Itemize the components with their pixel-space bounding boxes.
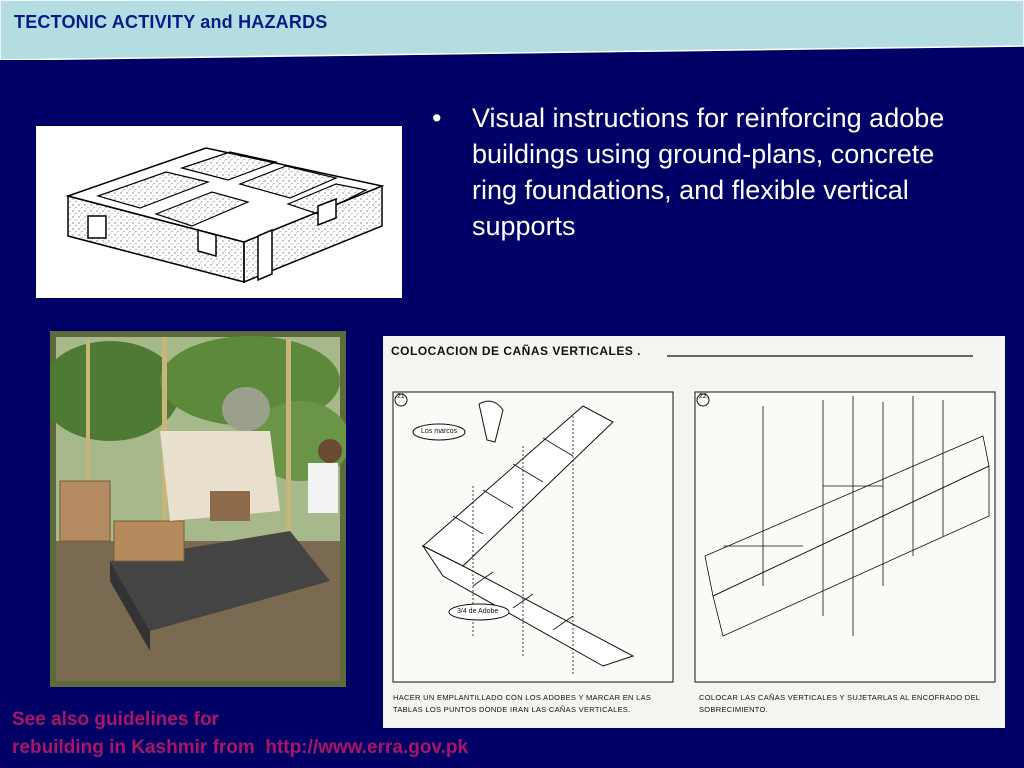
label-marcos: Los marcos — [421, 428, 458, 435]
footer-note — [12, 706, 468, 762]
diagram-drawing — [383, 336, 1005, 728]
bullet-text: Visual instructions for reinforcing adobe buildings using ground-plans, concrete ring foundations, and flexible vertical supports — [472, 103, 945, 241]
caption-right: COLOCAR LAS CAÑAS VERTICALES Y SUJETARLAS AL ENCOFRADO DEL SOBRECIMIENTO. — [699, 693, 980, 714]
diagram-title: COLOCACION DE CAÑAS VERTICALES . — [391, 344, 642, 358]
footer-line-2[interactable]: rebuilding in Kashmir from http://www.erra.gov.pk — [12, 737, 469, 758]
footer-line-1: See also guidelines for — [12, 709, 219, 730]
construction-photo — [50, 331, 346, 687]
step-number-left: 21 — [397, 393, 405, 400]
vertical-canes-diagram — [383, 336, 1005, 728]
slide-title: TECTONIC ACTIVITY and HAZARDS — [14, 12, 328, 32]
label-adobe: 3/4 de Adobe — [457, 608, 499, 615]
bullet-marker: • — [432, 103, 442, 133]
step-number-right: 22 — [699, 393, 707, 400]
adobe-house-sketch — [36, 126, 402, 298]
title-bar — [0, 0, 1024, 56]
caption-left: HACER UN EMPLANTILLADO CON LOS ADOBES Y MARCAR EN LAS TABLAS LOS PUNTOS DONDE IRAN LAS CAÑAS VERTICALES. — [393, 693, 652, 714]
